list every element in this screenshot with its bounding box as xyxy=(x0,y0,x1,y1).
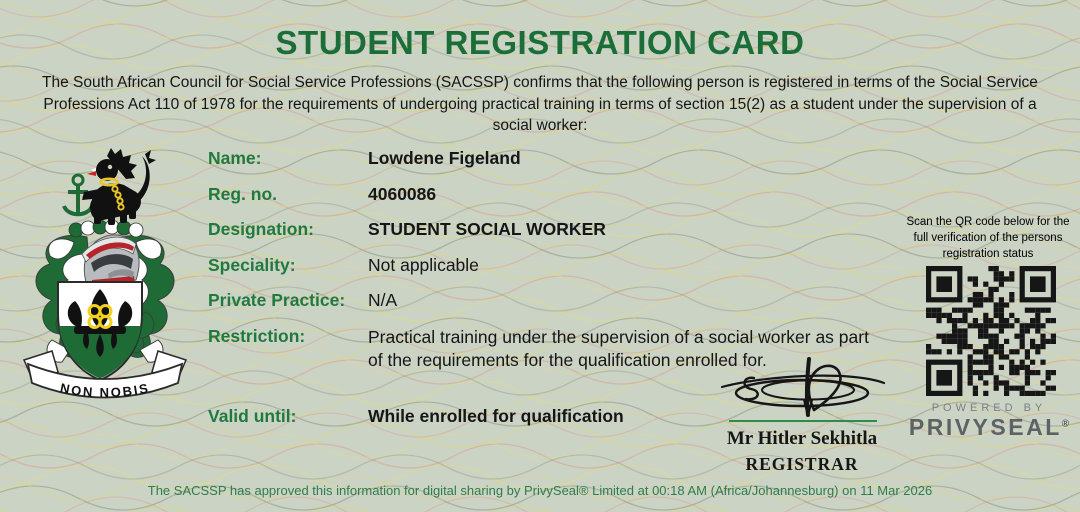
field-value: 4060086 xyxy=(368,184,437,204)
field-label: Restriction: xyxy=(208,326,306,346)
field-value: Practical training under the supervision of a social worker as part of the requirements for the qualification enrolled for. xyxy=(368,327,869,370)
field-label: Private Practice: xyxy=(208,290,346,310)
field-value: STUDENT SOCIAL WORKER xyxy=(368,219,606,239)
intro-paragraph: The South African Council for Social Service Professions (SACSSP) confirms that the following person is registered in terms of the Social Service Professions Act 110 of 1978 for the requirements of undergoing practical training in terms of section 15(2) as a student under the supervision of a social worker: xyxy=(42,74,1038,134)
field-row-private-practice xyxy=(208,290,397,311)
field-row-valid-until xyxy=(208,406,624,427)
registered-mark: ® xyxy=(1061,418,1070,430)
torse-wreath xyxy=(69,220,143,237)
field-row-designation xyxy=(208,219,606,240)
registrar-title: REGISTRAR xyxy=(745,454,859,474)
lion-crest-icon xyxy=(82,148,156,225)
sacssp-coat-of-arms-icon xyxy=(12,142,198,414)
qr-instruction-text: Scan the QR code below for the full verification of the persons registration status xyxy=(906,216,1070,261)
approval-footer-text: The SACSSP has approved this information for digital sharing by PrivySeal® Limited at 00:18 AM (Africa/Johannesburg) on 11 Mar 2026 xyxy=(147,483,933,498)
field-value: Lowdene Figeland xyxy=(368,148,521,168)
shield-icon xyxy=(58,282,142,380)
field-label: Valid until: xyxy=(208,406,297,426)
field-value: Not applicable xyxy=(368,255,479,275)
motto-text: NON NOBIS xyxy=(58,380,152,401)
privyseal-logo xyxy=(894,414,1080,441)
privyseal-brand-text: PRIVYSEAL xyxy=(908,414,1062,440)
field-value: While enrolled for qualification xyxy=(368,406,624,426)
knight-helmet-icon xyxy=(82,235,139,285)
registrar-name: Mr Hitler Sekhitla xyxy=(726,428,878,449)
field-label: Name: xyxy=(208,148,262,168)
field-label: Reg. no. xyxy=(208,184,278,204)
field-label: Speciality: xyxy=(208,255,296,275)
field-row-name xyxy=(208,148,521,169)
field-row-speciality xyxy=(208,255,479,276)
qr-code xyxy=(926,266,1056,396)
registrar-signature-icon xyxy=(718,356,890,420)
field-value: N/A xyxy=(368,290,398,310)
field-row-reg-no xyxy=(208,184,436,205)
page-title: STUDENT REGISTRATION CARD xyxy=(275,24,805,61)
field-label: Designation: xyxy=(208,219,314,239)
signature-line xyxy=(729,420,877,422)
powered-by-label: POWERED BY xyxy=(931,402,1047,414)
